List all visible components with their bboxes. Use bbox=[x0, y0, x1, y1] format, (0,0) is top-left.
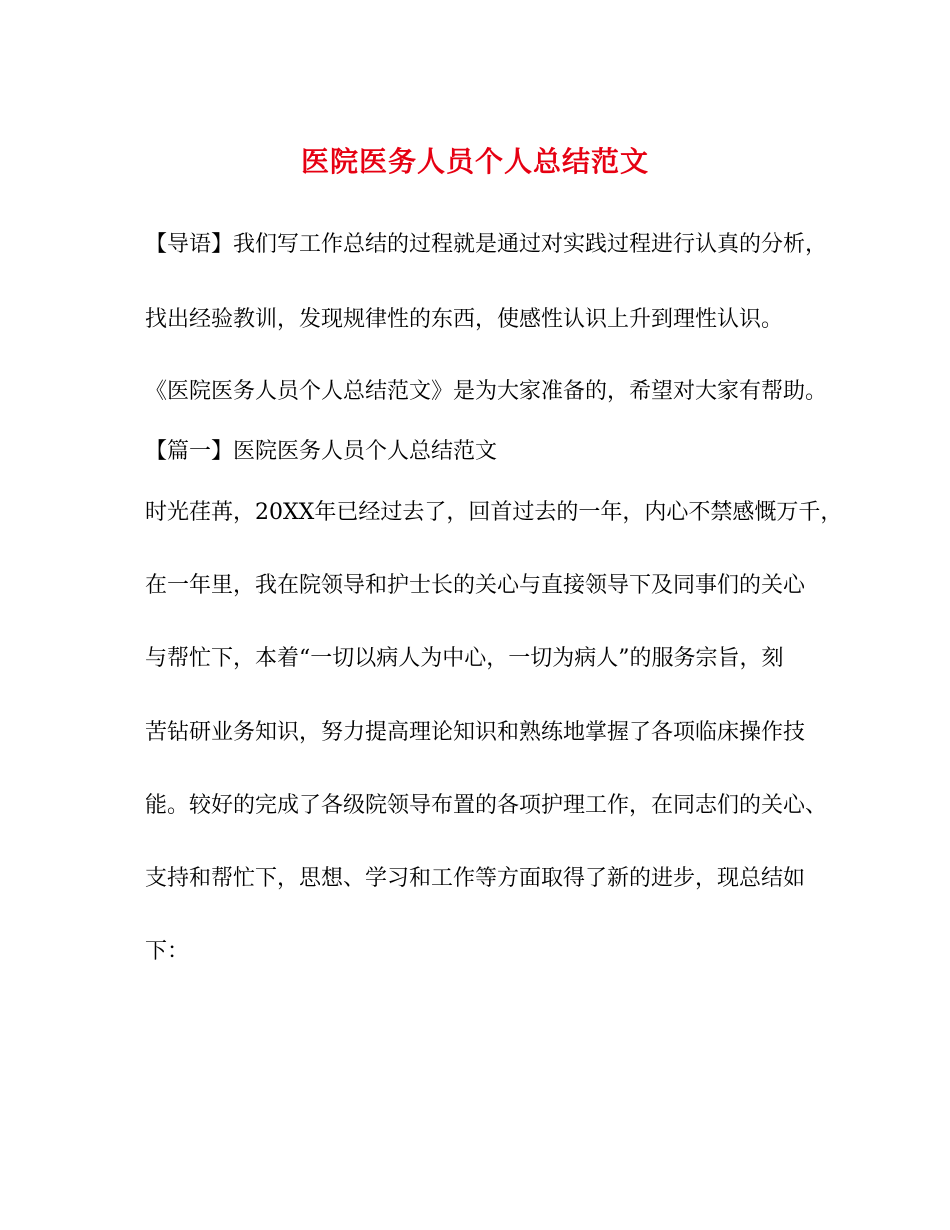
paragraph-line-10: 支持和帮忙下，思想、学习和工作等方面取得了新的进步，现总结如 bbox=[145, 866, 806, 891]
paragraph-line-5: 时光荏苒，20XX年已经过去了，回首过去的一年，内心不禁感慨万千， bbox=[145, 500, 843, 525]
paragraph-line-8: 苦钻研业务知识，努力提高理论知识和熟练地掌握了各项临床操作技 bbox=[145, 720, 806, 745]
paragraph-line-11: 下： bbox=[145, 939, 190, 964]
document-title: 医院医务人员个人总结范文 bbox=[300, 145, 649, 178]
paragraph-line-6: 在一年里，我在院领导和护士长的关心与直接领导下及同事们的关心 bbox=[145, 573, 806, 598]
paragraph-line-3: 《医院医务人员个人总结范文》是为大家准备的，希望对大家有帮助。 bbox=[145, 379, 828, 404]
paragraph-line-7: 与帮忙下，本着“一切以病人为中心，一切为病人”的服务宗旨，刻 bbox=[145, 646, 784, 671]
paragraph-line-2: 找出经验教训，发现规律性的东西，使感性认识上升到理性认识。 bbox=[145, 307, 784, 332]
paragraph-line-1: 【导语】我们写工作总结的过程就是通过对实践过程进行认真的分析， bbox=[145, 232, 828, 257]
section-heading-line: 【篇一】医院医务人员个人总结范文 bbox=[145, 439, 498, 464]
paragraph-line-9: 能。较好的完成了各级院领导布置的各项护理工作，在同志们的关心、 bbox=[145, 793, 828, 818]
